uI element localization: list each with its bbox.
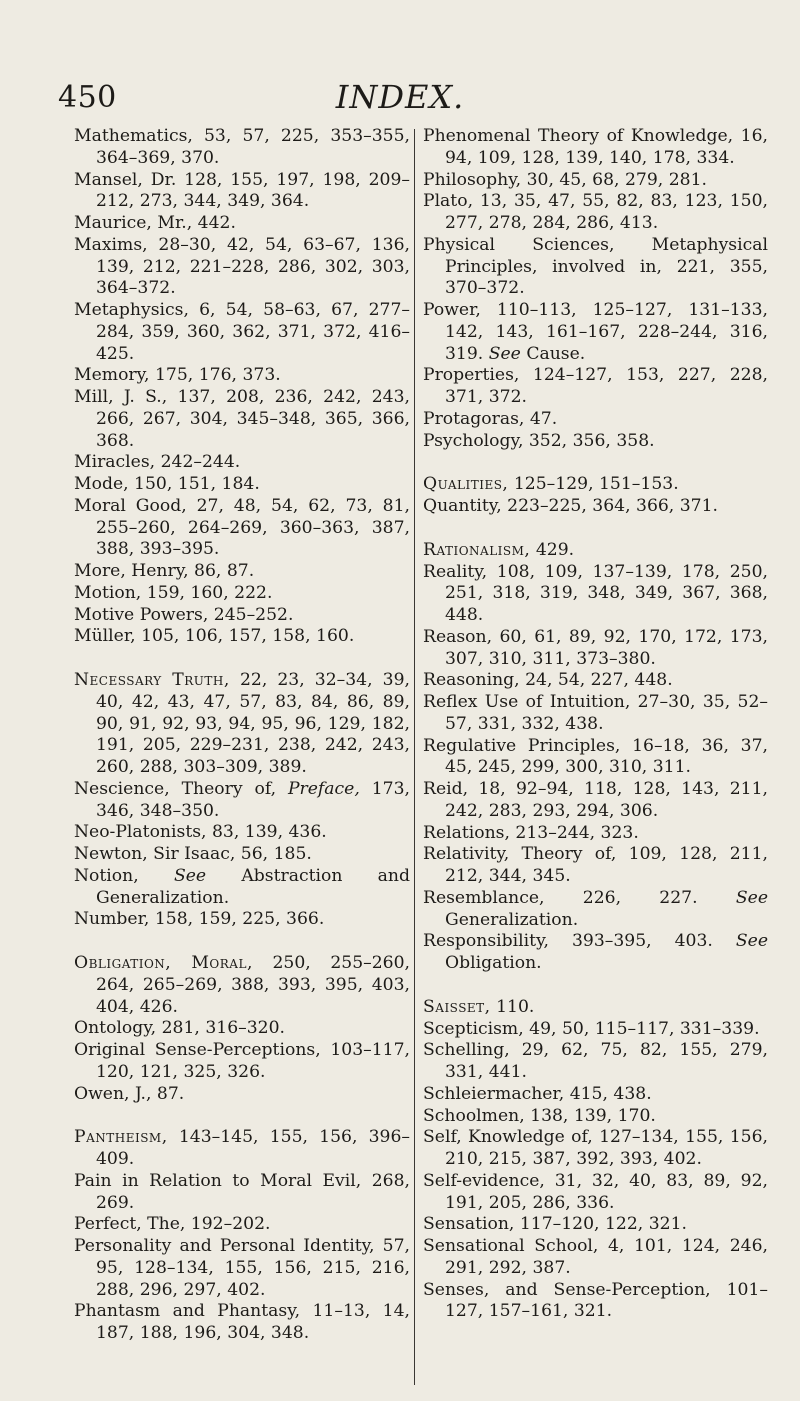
index-entry: Ontology, 281, 316–320. (74, 1018, 286, 1039)
index-entry: Philosophy, 30, 45, 68, 279, 281. (423, 169, 707, 190)
index-entry: Pantheism, 143–145, 155, 156, 396–409. (74, 1127, 410, 1169)
index-entry: Mathematics, 53, 57, 225, 353–355, 364–369, 370. (74, 126, 410, 168)
index-entry: Memory, 175, 176, 373. (74, 365, 281, 386)
index-entry: Self-evidence, 31, 32, 40, 83, 89, 92, 191, 205, 286, 336. (423, 1170, 768, 1213)
index-entry: Self, Knowledge of, 127–134, 155, 156, 210, 215, 387, 392, 393, 402. (423, 1127, 768, 1169)
index-entry: Senses, and Sense-Perception, 101–127, 157–161, 321. (423, 1279, 768, 1322)
section-gap (423, 518, 768, 540)
index-entry: Protagoras, 47. (423, 408, 558, 429)
index-entry: Relativity, Theory of, 109, 128, 211, 212, 344, 345. (423, 844, 768, 886)
index-entry: Saisset, 110. (423, 996, 535, 1017)
index-entry: Quantity, 223–225, 364, 366, 371. (423, 496, 719, 516)
index-entry: Reflex Use of Intuition, 27–30, 35, 52–57, 331, 332, 438. (423, 692, 768, 734)
index-entry: Perfect, The, 192–202. (74, 1214, 271, 1235)
index-entry: Regulative Principles, 16–18, 36, 37, 45, 245, 299, 300, 310, 311. (423, 735, 768, 778)
section-gap (423, 452, 768, 474)
index-entry: Maxims, 28–30, 42, 54, 63–67, 136, 139, 212, 221–228, 286, 302, 303, 364–372. (74, 234, 410, 299)
index-entry: Schoolmen, 138, 139, 170. (423, 1105, 656, 1126)
index-entry: Properties, 124–127, 153, 227, 228, 371, 372. (423, 365, 768, 407)
index-entry: Phenomenal Theory of Knowledge, 16, 94, 109, 128, 139, 140, 178, 334. (423, 126, 768, 168)
index-entry: Psychology, 352, 356, 358. (423, 430, 655, 451)
cross-reference-see: See (735, 887, 768, 908)
index-entry: Pain in Relation to Moral Evil, 268, 269. (74, 1170, 410, 1213)
index-entry: Mansel, Dr. 128, 155, 197, 198, 209–212, 273, 344, 349, 364. (74, 169, 410, 212)
index-entry: Nescience, Theory of, Preface, 173, 346, 348–350. (74, 778, 410, 821)
section-gap (423, 975, 768, 997)
index-entry: Owen, J., 87. (74, 1083, 185, 1104)
index-column-left (74, 126, 410, 1345)
cross-reference-see: See (488, 343, 521, 364)
index-section-head: Necessary Truth, (74, 670, 230, 690)
index-entry: Responsibility, 393–395, 403. See Obligation. (423, 931, 768, 973)
index-entry: Metaphysics, 6, 54, 58–63, 67, 277–284, 359, 360, 362, 371, 372, 416–425. (74, 300, 410, 364)
cross-reference-see: See (173, 865, 207, 886)
index-entry: Obligation, Moral, 250, 255–260, 264, 265–269, 388, 393, 395, 403, 404, 426. (74, 953, 410, 1017)
index-column-right (423, 126, 768, 1323)
index-entry: Number, 158, 159, 225, 366. (74, 909, 325, 930)
index-section-head: Pantheism, (74, 1127, 168, 1148)
index-entry: Scepticism, 49, 50, 115–117, 331–339. (423, 1018, 760, 1039)
index-entry: Neo-Platonists, 83, 139, 436. (74, 822, 327, 843)
index-entry: Necessary Truth, 22, 23, 32–34, 39, 40, 42, 43, 47, 57, 83, 84, 86, 89, 90, 91, 92, 93, 94, 95, 96, 129, 182, 191, 205, 229–231, 238, 242, 243, 260, 288, 303–309, 389. (74, 670, 411, 777)
index-entry: Miracles, 242–244. (74, 452, 241, 473)
index-entry: Mode, 150, 151, 184. (74, 474, 260, 494)
index-entry: Mill, J. S., 137, 208, 236, 242, 243, 266, 267, 304, 345–348, 365, 366, 368. (74, 387, 410, 451)
cross-reference-see: Preface, (287, 778, 360, 799)
index-entry: Rationalism, 429. (423, 539, 575, 560)
index-entry: Sensational School, 4, 101, 124, 246, 291, 292, 387. (423, 1236, 768, 1278)
section-gap (74, 648, 410, 670)
index-section-head: Saisset, (423, 996, 491, 1017)
index-entry: More, Henry, 86, 87. (74, 561, 255, 581)
index-entry: Notion, See Abstraction and Generalization. (74, 865, 410, 908)
index-entry: Motion, 159, 160, 222. (74, 582, 273, 603)
index-entry: Müller, 105, 106, 157, 158, 160. (74, 626, 355, 647)
page-number: 450 (58, 80, 117, 115)
index-entry: Motive Powers, 245–252. (74, 604, 294, 625)
index-entry: Schleiermacher, 415, 438. (423, 1083, 652, 1104)
column-divider (414, 129, 415, 1385)
index-entry: Original Sense-Perceptions, 103–117, 120, 121, 325, 326. (74, 1040, 410, 1082)
index-entry: Resemblance, 226, 227. See Generalization. (423, 887, 768, 930)
index-entry: Sensation, 117–120, 122, 321. (423, 1214, 687, 1235)
index-section-head: Rationalism, (423, 539, 531, 560)
index-entry: Qualities, 125–129, 151–153. (423, 474, 679, 495)
index-entry: Reasoning, 24, 54, 227, 448. (423, 670, 673, 691)
index-entry: Relations, 213–244, 323. (423, 822, 639, 843)
index-entry: Reason, 60, 61, 89, 92, 170, 172, 173, 307, 310, 311, 373–380. (423, 626, 768, 669)
cross-reference-see: See (735, 931, 768, 952)
index-entry: Power, 110–113, 125–127, 131–133, 142, 143, 161–167, 228–244, 316, 319. See Cause. (423, 300, 768, 364)
index-entry: Schelling, 29, 62, 75, 82, 155, 279, 331, 441. (423, 1040, 768, 1082)
index-entry: Reid, 18, 92–94, 118, 128, 143, 211, 242, 283, 293, 294, 306. (423, 779, 768, 821)
index-entry: Maurice, Mr., 442. (74, 213, 236, 233)
index-section-head: Qualities, (423, 474, 509, 495)
running-head: INDEX. (335, 78, 465, 116)
section-gap (74, 931, 410, 953)
index-section-head: Obligation, Moral, (74, 953, 253, 973)
index-entry: Moral Good, 27, 48, 54, 62, 73, 81, 255–260, 264–269, 360–363, 387, 388, 393–395. (74, 495, 410, 560)
index-entry: Phantasm and Phantasy, 11–13, 14, 187, 188, 196, 304, 348. (74, 1301, 410, 1343)
section-gap (74, 1105, 410, 1127)
index-entry: Plato, 13, 35, 47, 55, 82, 83, 123, 150, 277, 278, 284, 286, 413. (423, 191, 768, 233)
index-entry: Newton, Sir Isaac, 56, 185. (74, 844, 312, 864)
index-entry: Personality and Personal Identity, 57, 95, 128–134, 155, 156, 215, 216, 288, 296, 297, 402. (74, 1236, 410, 1300)
index-entry: Reality, 108, 109, 137–139, 178, 250, 251, 318, 319, 348, 349, 367, 368, 448. (423, 561, 768, 625)
index-entry: Physical Sciences, Metaphysical Principles, involved in, 221, 355, 370–372. (423, 234, 768, 299)
